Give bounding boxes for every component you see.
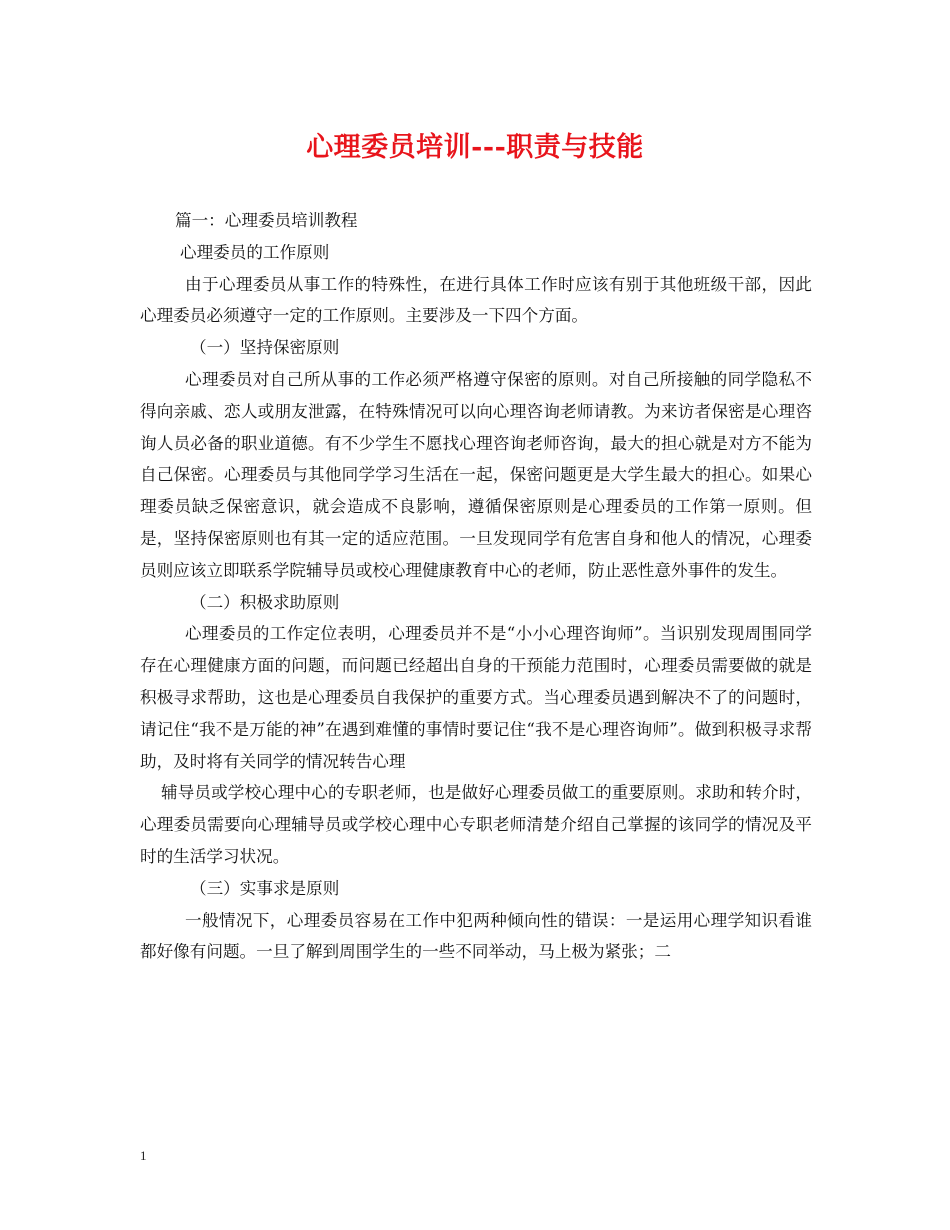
paragraph: 辅导员或学校心理中心的专职老师，也是做好心理委员做工的重要原则。求助和转介时，心理委员需要向心理辅导员或学校心理中心专职老师清楚介绍自己掌握的该同学的情况及平时的生活学习状况。 [140, 783, 812, 866]
document-title: 心理委员培训---职责与技能 [306, 132, 644, 163]
paragraph: 心理委员的工作定位表明，心理委员并不是“小小心理咨询师”。当识别发现周围同学存在心理健康方面的问题，而问题已经超出自身的干预能力范围时，心理委员需要做的就是积极寻求帮助，这也是心理委员自我保护的重要方式。当心理委员遇到解决不了的问题时，请记住“我不是万能的神”在遇到难懂的事情时要记住“我不是心理咨询师”。做到积极寻求帮助，及时将有关同学的情况转告心理 [140, 624, 812, 771]
paragraph: 心理委员对自己所从事的工作必须严格遵守保密的原则。对自己所接触的同学隐私不得向亲戚、恋人或朋友泄露，在特殊情况可以向心理咨询老师请教。为来访者保密是心理咨询人员必备的职业道德。有不少学生不愿找心理咨询老师咨询，最大的担心就是对方不能为自己保密。心理委员与其他同学学习生活在一起，保密问题更是大学生最大的担心。如果心理委员缺乏保密意识，就会造成不良影响，遵循保密原则是心理委员的工作第一原则。但是，坚持保密原则也有其一定的适应范围。一旦发现同学有危害自身和他人的情况，心理委员则应该立即联系学院辅导员或校心理健康教育中心的老师，防止恶性意外事件的发生。 [140, 369, 812, 580]
chapter-heading: 篇一：心理委员培训教程 [175, 211, 358, 230]
document-body [140, 205, 812, 968]
page-number: 1 [140, 1148, 147, 1163]
paragraph: 由于心理委员从事工作的特殊性，在进行具体工作时应该有别于其他班级干部，因此心理委员必须遵守一定的工作原则。主要涉及一下四个方面。 [140, 274, 812, 326]
paragraph: 一般情况下，心理委员容易在工作中犯两种倾向性的错误：一是运用心理学知识看谁都好像有问题。一旦了解到周围学生的一些不同举动，马上极为紧张；二 [140, 910, 812, 962]
subsection-heading: （三）实事求是原则 [190, 878, 340, 898]
subsection-heading: （一）坚持保密原则 [190, 338, 340, 358]
section-heading: 心理委员的工作原则 [180, 242, 330, 262]
subsection-heading: （二）积极求助原则 [190, 592, 340, 612]
